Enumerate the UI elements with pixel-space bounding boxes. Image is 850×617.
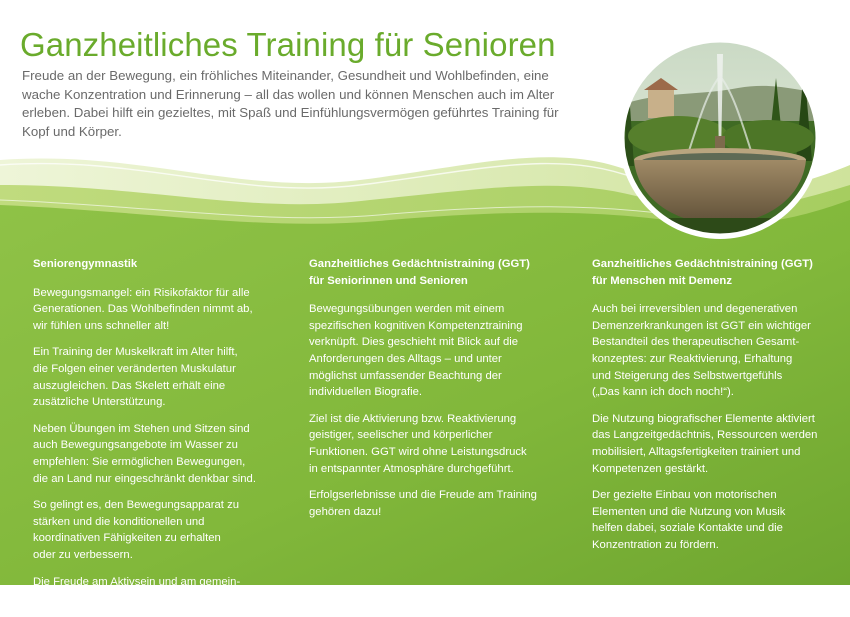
column-paragraph: So gelingt es, den Bewegungsapparat zu stärken und die konditionellen und koordinativen Fähigkeiten zu erhalten oder zu verbessern.	[33, 499, 240, 561]
column-paragraph: Die Nutzung biografischer Elemente aktiviert das Langzeitgedächtnis, Ressourcen werden mobilisiert, Alltagsfertigkeiten trainiert und Kompetenzen gestärkt.	[592, 412, 818, 475]
column-ggt-seniorinnen	[309, 256, 545, 530]
column-heading: Seniorengymnastik	[33, 258, 138, 270]
column-heading: Ganzheitliches Gedächtnistraining (GGT) für Seniorinnen und Senioren	[309, 258, 530, 287]
column-paragraph: Erfolgserlebnisse und die Freude am Training gehören dazu!	[309, 489, 537, 518]
column-paragraph: Auch bei irreversiblen und degenerativen Demenzerkrankungen ist GGT ein wichtiger Bestandteil des therapeutischen Gesamt- konzeptes: zur Reaktivierung, Erhaltung und Steigerung des Selbstwertgefühls („Das kann ich doch noch!“).	[592, 303, 811, 399]
column-paragraph: Ein Training der Muskelkraft im Alter hilft, die Folgen einer veränderten Muskulatur auszugleichen. Das Skelett erhält eine zusätzliche Unterstützung.	[33, 346, 238, 409]
fountain-photo	[618, 36, 822, 240]
page-title: Ganzheitliches Training für Senioren	[20, 26, 556, 63]
column-heading: Ganzheitliches Gedächtnistraining (GGT) für Menschen mit Demenz	[592, 258, 813, 287]
column-ggt-demenz	[592, 256, 832, 564]
column-paragraph: Bewegungsübungen werden mit einem spezifischen kognitiven Kompetenztraining verknüpft. Dies geschieht mit Blick auf die Anforderungen des Alltags – und unter möglichst umfassender Beachtung der individuellen Biografie.	[309, 303, 523, 399]
column-paragraph: Ziel ist die Aktivierung bzw. Reaktivierung geistiger, seelischer und körperlicher Funktionen. GGT wird ohne Leistungsdruck in entspannter Atmosphäre durchgeführt.	[309, 412, 527, 475]
column-paragraph: Neben Übungen im Stehen und Sitzen sind auch Bewegungsangebote im Wasser zu empfehlen: Sie ermöglichen Bewegungen, die an Land nur eingeschränkt denkbar sind.	[33, 422, 256, 485]
column-paragraph: Der gezielte Einbau von motorischen Elementen und die Nutzung von Musik helfen dabei, soziale Kontakte und die Konzentration zu fördern.	[592, 489, 786, 551]
column-seniorengymnastik	[33, 256, 269, 617]
column-paragraph: Die Freude am Aktivsein und am gemein- samen Tun stehen dabei im Mittelpunkt!	[33, 575, 241, 605]
column-paragraph: Bewegungsmangel: ein Risikofaktor für alle Generationen. Das Wohlbefinden nimmt ab, wir fühlen uns schneller alt!	[33, 286, 253, 332]
intro-text: Freude an der Bewegung, ein fröhliches Miteinander, Gesundheit und Wohlbefinden, eine wache Konzentration und Erinnerung – all das wollen und können Menschen auch im Alter erleben. Dabei hilft ein gezieltes, mit Spaß und Einfühlungsvermögen geführtes Training für Kopf und Körper.	[22, 68, 559, 139]
